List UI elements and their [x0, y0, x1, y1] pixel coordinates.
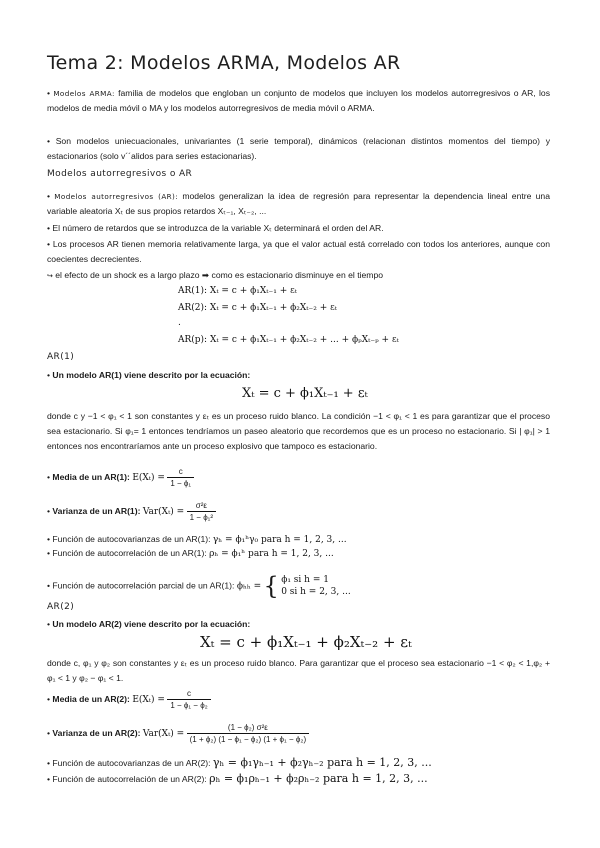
ar2-mean-lhs: E(Xₜ) =: [132, 694, 165, 705]
ar1-pacf-cases: [281, 574, 350, 598]
ar1-var-label: Varianza de un AR(1):: [52, 505, 141, 516]
ar2-mean-label: Media de un AR(2):: [52, 693, 130, 704]
ar-paragraph-order: • El número de retardos que se introduzca de la variable Xₜ determinará el orden del AR.: [47, 223, 384, 233]
equation-ar2: AR(2): Xₜ = c + ϕ₁Xₜ₋₁ + ϕ₂Xₜ₋₂ + εₜ: [178, 303, 337, 313]
ar1-mean-fraction: [167, 466, 194, 489]
ar1-variance: • Varianza de un AR(1): Var(Xₜ) = $\frac{\text{σ²ε}}{\text{1 − ϕ₁²}}$: [47, 500, 216, 523]
page-title: Tema 2: Modelos ARMA, Modelos AR: [47, 52, 401, 74]
section-heading-ar: Modelos autorregresivos o AR: [47, 169, 193, 179]
intro-paragraph-arma: • Modelos ARMA: familia de modelos que engloban un conjunto de modelos que incluyen los modelos autorregresivos o AR, los modelos de media móvil o MA y los modelos autorregresivos de media móvil o ARMA.: [47, 88, 551, 114]
ar-text-order: El número de retardos que se introduzca de la variable Xₜ determinará el orden del AR.: [52, 223, 384, 233]
ar1-var-fraction: [187, 500, 216, 523]
ar2-var-num: (1 − ϕ₂) σ²ε: [187, 722, 309, 734]
ar1-pacf-lhs: ϕₕₕ =: [236, 581, 262, 592]
ar1-autocorr: • Función de autocorrelación de un AR(1): ρₕ = ϕ₁ʰ para h = 1, 2, 3, ...: [47, 548, 334, 559]
ar1-var-den: 1 − ϕ₁²: [189, 513, 214, 522]
ar2-var-lhs: Var(Xₜ) =: [142, 728, 185, 739]
ar1-mean-den: 1 − ϕ₁: [170, 479, 192, 488]
ar1-autocov-eq: γₕ = ϕ₁ʰγ₀ para h = 1, 2, 3, ...: [212, 535, 347, 545]
ar1-model-intro: • Un modelo AR(1) viene descrito por la ecuación:: [47, 370, 251, 380]
ar2-variance: • Varianza de un AR(2): Var(Xₜ) = $\frac{\text{(1 − ϕ₂) σ²ε}}{\text{(1 + ϕ₂) (1 − ϕ₁ − ϕ₂) (1 + ϕ₁ − ϕ₂)}}$: [47, 722, 309, 745]
intro-paragraph-types: • Son modelos uniecuacionales, univariantes (1 serie temporal), dinámicos (relacionan distintos momentos del tiempo) y estacionarios (solo v´´alidos para series estacionarias).: [47, 136, 550, 162]
term-ar: Modelos autorregresivos (AR):: [54, 192, 179, 201]
ar2-var-den: (1 + ϕ₂) (1 − ϕ₁ − ϕ₂) (1 + ϕ₁ − ϕ₂): [189, 735, 307, 744]
equation-ar1: AR(1): Xₜ = c + ϕ₁Xₜ₋₁ + εₜ: [178, 286, 297, 296]
ar1-text: donde c y −1 < φ₁ < 1 son constantes y εₜ es un proceso ruido blanco. La condición −1 < φ₁ < 1 es para garantizar que el proceso sea estacionario. Si φ₁= 1 entonces tendríamos un paseo aleatorio que recordemos que es un proceso no estacionario. Si | φ₁| > 1 entonces nos encontraríamos ante un proceso explosivo que tampoco es estacionario.: [47, 411, 550, 452]
ar1-pacf: • Función de autocorrelación parcial de un AR(1): ϕₕₕ = { ϕ₁ si h = 1 0 si h = 2, 3, ...: [47, 572, 351, 600]
brace-icon: {: [263, 572, 279, 600]
ar-text-definition: modelos generalizan la idea de regresión para representar la dependencia lineal entre una variable aleatoria Xₜ de sus propios retardos Xₜ₋₁, Xₜ₋₂, ...: [47, 191, 550, 217]
section-heading-ar2: AR(2): [47, 602, 75, 612]
ar2-text: donde c, φ₁ y φ₂ son constantes y εₜ es un proceso ruido blanco. Para garantizar que el proceso sea estacionario −1 < φ₂ < 1,φ₂ + φ₁ < 1 y φ₂ − φ₁ < 1.: [47, 658, 550, 684]
intro-text-types: Son modelos uniecuacionales, univariantes (1 serie temporal), dinámicos (relacionan distintos momentos del tiempo) y estacionarios (solo v´´alidos para series estacionarias).: [47, 136, 550, 162]
ar2-mean-den: 1 − ϕ₁ − ϕ₂: [170, 701, 208, 710]
ar2-autocov: • Función de autocovarianzas de un AR(2): γₕ = ϕ₁γₕ₋₁ + ϕ₂γₕ₋₂ para h = 1, 2, 3, ...: [47, 756, 432, 769]
ar2-autocorr-label: Función de autocorrelación de un AR(2):: [52, 774, 207, 784]
ar2-model-intro: • Un modelo AR(2) viene descrito por la ecuación:: [47, 619, 251, 629]
term-arma: Modelos ARMA:: [53, 89, 115, 98]
ar1-autocorr-label: Función de autocorrelación de un AR(1):: [52, 548, 207, 558]
ar2-autocov-eq: γₕ = ϕ₁γₕ₋₁ + ϕ₂γₕ₋₂ para h = 1, 2, 3, ...: [212, 756, 432, 769]
section-heading-ar1: AR(1): [47, 352, 75, 362]
ar1-pacf-case1: ϕ₁ si h = 1: [281, 575, 329, 585]
ar1-autocov-label: Función de autocovarianzas de un AR(1):: [52, 534, 211, 544]
ar-text-memory: Los procesos AR tienen memoria relativamente larga, ya que el valor actual está correlado con todos los anteriores, aunque con coecientes decrecientes.: [47, 239, 550, 265]
ar2-autocorr-eq: ρₕ = ϕ₁ρₕ₋₁ + ϕ₂ρₕ₋₂ para h = 1, 2, 3, ...: [209, 772, 428, 785]
ar2-var-label: Varianza de un AR(2):: [52, 727, 141, 738]
ar2-mean: • Media de un AR(2): E(Xₜ) = $\frac{c}{\text{1 − ϕ₁ − ϕ₂}}$: [47, 688, 211, 711]
ar2-model-intro-text: Un modelo AR(2) viene descrito por la ecuación:: [52, 619, 251, 629]
ar1-mean-lhs: E(Xₜ) =: [132, 472, 165, 483]
ar-paragraph-shock: ↪ el efecto de un shock es a largo plazo ➡ como es estacionario disminuye en el tiempo: [47, 270, 384, 280]
ar-text-shock: el efecto de un shock es a largo plazo ➡ como es estacionario disminuye en el tiempo: [55, 270, 384, 280]
ar1-model-equation: Xₜ = c + ϕ₁Xₜ₋₁ + εₜ: [242, 386, 368, 401]
ar1-var-lhs: Var(Xₜ) =: [142, 506, 185, 517]
equation-arp: AR(p): Xₜ = c + ϕ₁Xₜ₋₁ + ϕ₂Xₜ₋₂ + ... + ϕₚXₜ₋ₚ + εₜ: [178, 335, 399, 345]
ar2-autocov-label: Función de autocovarianzas de un AR(2):: [52, 758, 211, 768]
ar1-pacf-label: Función de autocorrelación parcial de un AR(1):: [52, 580, 235, 591]
ar1-model-intro-text: Un modelo AR(1) viene descrito por la ecuación:: [52, 370, 251, 380]
ar1-mean-num: c: [167, 466, 194, 478]
ar1-pacf-case2: 0 si h = 2, 3, ...: [281, 587, 351, 597]
ar2-mean-num: c: [167, 688, 210, 700]
ar1-autocov: • Función de autocovarianzas de un AR(1): γₕ = ϕ₁ʰγ₀ para h = 1, 2, 3, ...: [47, 534, 347, 545]
ar2-mean-fraction: [167, 688, 210, 711]
ar-paragraph-memory: • Los procesos AR tienen memoria relativamente larga, ya que el valor actual está correlado con todos los anteriores, aunque con coecientes decrecientes.: [47, 239, 550, 265]
ar-paragraph-definition: • Modelos autorregresivos (AR): modelos generalizan la idea de regresión para representar la dependencia lineal entre una variable aleatoria Xₜ de sus propios retardos Xₜ₋₁, Xₜ₋₂, ...: [47, 191, 550, 217]
ar2-var-fraction: [187, 722, 309, 745]
ar1-mean-label: Media de un AR(1):: [52, 471, 130, 482]
ar1-mean: • Media de un AR(1): E(Xₜ) = $\frac{c}{\text{1 − ϕ₁}}$: [47, 466, 194, 489]
ar2-autocorr: • Función de autocorrelación de un AR(2): ρₕ = ϕ₁ρₕ₋₁ + ϕ₂ρₕ₋₂ para h = 1, 2, 3, ...: [47, 772, 428, 785]
ar2-model-equation: Xₜ = c + ϕ₁Xₜ₋₁ + ϕ₂Xₜ₋₂ + εₜ: [200, 633, 412, 651]
ar1-var-num: σ²ε: [187, 500, 216, 512]
intro-text-arma: familia de modelos que engloban un conjunto de modelos que incluyen los modelos autorregresivos o AR, los modelos de media móvil o MA y los modelos autorregresivos de media móvil o ARMA.: [47, 88, 551, 114]
ar1-autocorr-eq: ρₕ = ϕ₁ʰ para h = 1, 2, 3, ...: [209, 549, 334, 559]
equation-dots: .: [178, 318, 181, 328]
